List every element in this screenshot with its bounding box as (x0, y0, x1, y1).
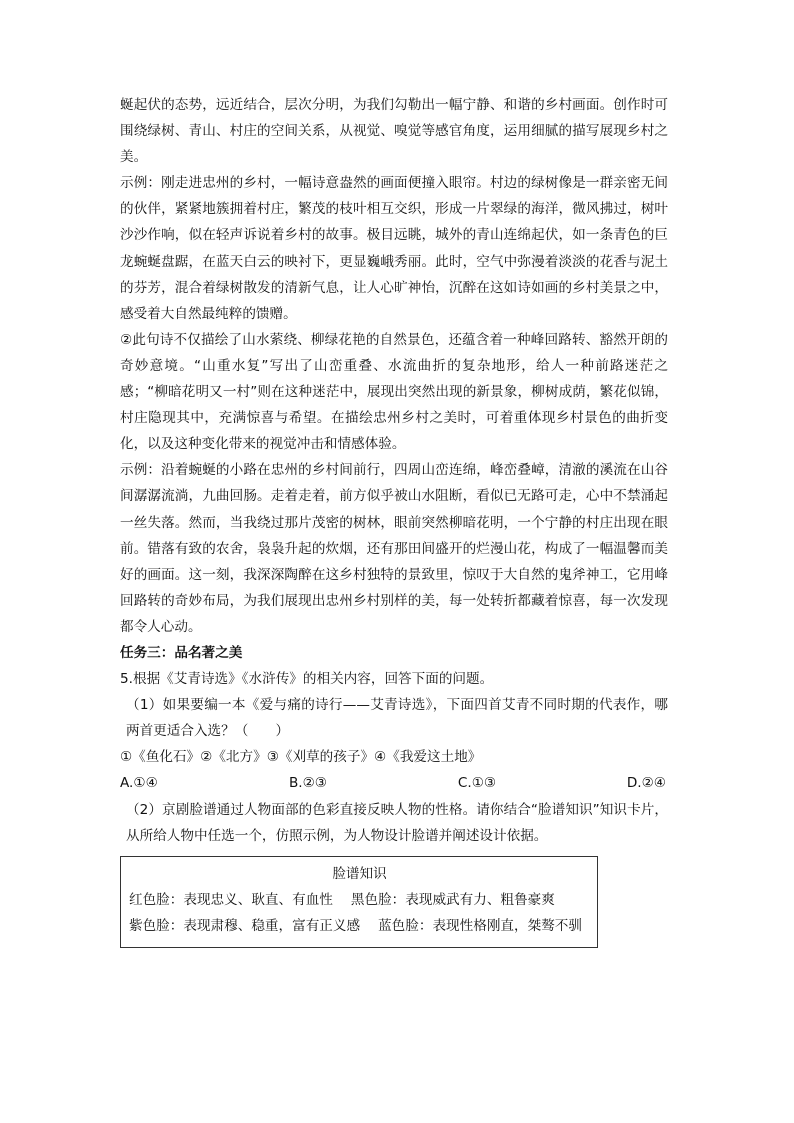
task-three-heading: 任务三：品名著之美 (120, 644, 243, 661)
paragraph-analysis-2: ②此句诗不仅描绘了山水萦绕、柳绿花艳的自然景色，还蕴含着一种峰回路转、豁然开朗的奇妙意境。“山重水复”写出了山峦重叠、水流曲折的复杂地形，给人一种前路迷茫之感；“柳暗花明又一村”则在这种迷茫中，展现出突然出现的新景象，柳树成荫，繁花似锦，村庄隐现其中，充满惊喜与希望。在描绘忠州乡村之美时，可着重体现乡村景色的曲折变化，以及这种变化带来的视觉冲击和情感体验。 (120, 331, 668, 453)
question-5-2: （2）京剧脸谱通过人物面部的色彩直接反映人物的性格。请你结合“脸谱知识”知识卡片，从所给人物中任选一个，仿照示例，为人物设计脸谱并阐述设计依据。 (126, 801, 668, 844)
facial-makeup-knowledge-card (120, 856, 598, 948)
option-b: B.②③ (288, 775, 327, 792)
blue-face-text: 蓝色脸：表现性格刚直，桀骜不驯 (378, 918, 582, 935)
red-face-text: 红色脸：表现忠义、耿直、有血性 (129, 891, 333, 908)
card-row-1 (129, 887, 590, 914)
option-a: A.①④ (120, 775, 158, 792)
card-row-2 (129, 913, 590, 940)
purple-face-text: 紫色脸：表现肃穆、稳重，富有正义感 (129, 918, 361, 935)
paragraph-example-2: 示例：沿着蜿蜒的小路在忠州的乡村间前行，四周山峦连绵，峰峦叠嶂，清澈的溪流在山谷间潺潺流淌，九曲回肠。走着走着，前方似乎被山水阻断，看似已无路可走，心中不禁涌起一丝失落。然而，当我绕过那片茂密的树林，眼前突然柳暗花明，一个宁静的村庄出现在眼前。错落有致的农舍，袅袅升起的炊烟，还有那田间盛开的烂漫山花，构成了一幅温馨而美好的画面。这一刻，我深深陶醉在这乡村独特的景致里，惊叹于大自然的鬼斧神工，它用峰回路转的奇妙布局，为我们展现出忠州乡村别样的美，每一处转折都藏着惊喜，每一次发现都令人心动。 (120, 462, 668, 635)
paragraph-example-1: 示例：刚走进忠州的乡村，一幅诗意盎然的画面便撞入眼帘。村边的绿树像是一群亲密无间的伙伴，紧紧地簇拥着村庄，繁茂的枝叶相互交织，形成一片翠绿的海洋，微风拂过，树叶沙沙作响，似在轻声诉说着乡村的故事。极目远眺，城外的青山连绵起伏，如一条青色的巨龙蜿蜒盘踞，在蓝天白云的映衬下，更显巍峨秀丽。此时，空气中弥漫着淡淡的花香与泥土的芬芳，混合着绿树散发的清新气息，让人心旷神怡，沉醉在这如诗如画的乡村美景之中，感受着大自然最纯粹的馈赠。 (120, 175, 668, 322)
card-title: 脸谱知识 (332, 865, 387, 882)
black-face-text: 黑色脸：表现威武有力、粗鲁豪爽 (350, 891, 555, 908)
option-d: D.②④ (626, 775, 666, 792)
answer-options (120, 770, 668, 796)
document-page (120, 92, 668, 948)
question-5-1-poems: ①《鱼化石》②《北方》③《刈草的孩子》④《我爱这土地》 (120, 749, 482, 766)
question-5: 5.根据《艾青诗选》《水浒传》的相关内容，回答下面的问题。 (120, 671, 494, 688)
option-c: C.①③ (457, 775, 497, 792)
question-5-1: （1）如果要编一本《爱与痛的诗行——艾青诗选》，下面四首艾青不同时期的代表作，哪两首更适合入选？（ ） (126, 697, 668, 740)
paragraph-scene-intro: 蜒起伏的态势，远近结合，层次分明，为我们勾勒出一幅宁静、和谐的乡村画面。创作时可围绕绿树、青山、村庄的空间关系，从视觉、嗅觉等感官角度，运用细腻的描写展现乡村之美。 (120, 97, 668, 166)
